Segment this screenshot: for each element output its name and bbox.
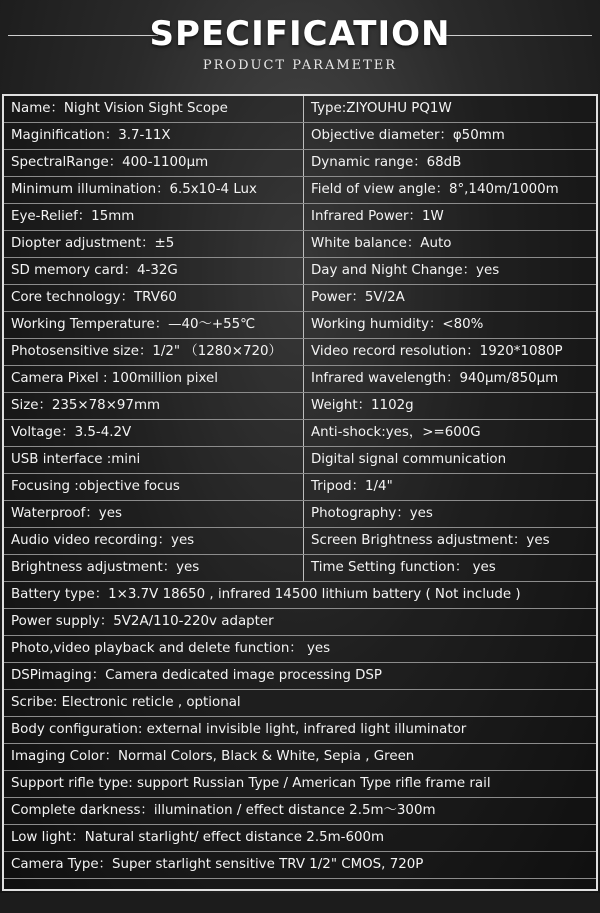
spec-cell-left: USB interface :mini [4, 447, 304, 473]
spec-cell-left: Maginification：3.7-11X [4, 123, 304, 149]
spec-table [2, 94, 598, 891]
spec-cell-right: Infrared Power：1W [311, 209, 444, 224]
spec-cell-full: Power supply：5V2A/110-220v adapter [11, 614, 274, 629]
spec-cell-left: Camera Pixel : 100million pixel [4, 366, 304, 392]
spec-row [4, 285, 596, 312]
spec-cell-right: White balance：Auto [311, 236, 452, 251]
spec-row [4, 150, 596, 177]
spec-cell-right: Infrared wavelength：940μm/850μm [311, 371, 559, 386]
spec-cell-full: Complete darkness：illumination / effect distance 2.5m～300m [11, 803, 436, 818]
header [0, 0, 600, 92]
spec-cell-full: Camera Type：Super starlight sensitive TRV 1/2" CMOS, 720P [11, 857, 424, 872]
spec-cell-right: Dynamic range：68dB [311, 155, 462, 170]
spec-cell-left: Name：Night Vision Sight Scope [4, 96, 304, 122]
spec-cell-left: Photosensitive size：1/2" （1280×720） [4, 339, 304, 365]
spec-cell-full: Low light：Natural starlight/ effect distance 2.5m-600m [11, 830, 385, 845]
spec-cell-right: Digital signal communication [311, 452, 507, 467]
spec-row [4, 501, 596, 528]
spec-cell-right: Objective diameter：φ50mm [311, 128, 505, 143]
spec-cell-right: Type:ZIYOUHU PQ1W [311, 101, 452, 116]
spec-row [4, 96, 596, 123]
spec-row [4, 231, 596, 258]
spec-row-full [4, 825, 596, 852]
spec-row-full [4, 798, 596, 825]
spec-cell-right: Video record resolution：1920*1080P [311, 344, 563, 359]
spec-cell-full: DSPimaging：Camera dedicated image processing DSP [11, 668, 383, 683]
spec-cell-full: Battery type：1×3.7V 18650 , infrared 14500 lithium battery ( Not include ) [11, 587, 521, 602]
spec-row [4, 555, 596, 582]
spec-row [4, 447, 596, 474]
spec-cell-right: Weight：1102g [311, 398, 414, 413]
spec-cell-right: Working humidity：<80% [311, 317, 484, 332]
spec-cell-left: Brightness adjustment：yes [4, 555, 304, 581]
spec-row-full [4, 690, 596, 717]
spec-cell-left: Audio video recording：yes [4, 528, 304, 554]
spec-cell-left: Core technology：TRV60 [4, 285, 304, 311]
spec-row [4, 474, 596, 501]
spec-cell-full: Body configuration: external invisible light, infrared light illuminator [11, 722, 467, 737]
spec-cell-left: Focusing :objective focus [4, 474, 304, 500]
spec-cell-left: Waterproof：yes [4, 501, 304, 527]
spec-cell-right: Field of view angle：8°,140m/1000m [311, 182, 559, 197]
spec-row [4, 339, 596, 366]
spec-row-full [4, 582, 596, 609]
spec-cell-left: Eye-Relief：15mm [4, 204, 304, 230]
spec-cell-full: Support rifle type: support Russian Type / American Type rifle frame rail [11, 776, 491, 791]
spec-cell-right: Screen Brightness adjustment：yes [311, 533, 550, 548]
spec-cell-right: Anti-shock:yes，>=600G [311, 425, 481, 440]
spec-row-full [4, 636, 596, 663]
page-subtitle: PRODUCT PARAMETER [202, 58, 398, 73]
spec-row-full [4, 744, 596, 771]
spec-row [4, 123, 596, 150]
spec-cell-left: SpectralRange：400-1100μm [4, 150, 304, 176]
spec-cell-full: Scribe: Electronic reticle , optional [11, 695, 241, 710]
spec-row-full [4, 771, 596, 798]
spec-row-full [4, 609, 596, 636]
page-title: SPECIFICATION [149, 14, 451, 54]
spec-row [4, 366, 596, 393]
spec-row-full [4, 663, 596, 690]
spec-cell-left: SD memory card：4-32G [4, 258, 304, 284]
spec-row [4, 177, 596, 204]
spec-row [4, 420, 596, 447]
spec-row-full [4, 717, 596, 744]
spec-cell-right: Tripod：1/4" [311, 479, 393, 494]
spec-row [4, 312, 596, 339]
spec-cell-full: Imaging Color：Normal Colors, Black & White, Sepia , Green [11, 749, 415, 764]
spec-cell-right: Photography：yes [311, 506, 433, 521]
spec-cell-left: Working Temperature：—40～+55℃ [4, 312, 304, 338]
spec-cell-left: Diopter adjustment：±5 [4, 231, 304, 257]
spec-cell-full: Photo,video playback and delete function： yes [11, 641, 331, 656]
spec-row [4, 204, 596, 231]
spec-cell-right: Time Setting function： yes [311, 560, 496, 575]
spec-row-full [4, 852, 596, 879]
footer-strip [0, 893, 600, 913]
spec-cell-left: Size：235×78×97mm [4, 393, 304, 419]
spec-cell-left: Minimum illumination：6.5x10-4 Lux [4, 177, 304, 203]
spec-row [4, 528, 596, 555]
spec-cell-left: Voltage：3.5-4.2V [4, 420, 304, 446]
spec-cell-right: Power：5V/2A [311, 290, 405, 305]
spec-cell-right: Day and Night Change：yes [311, 263, 500, 278]
spec-row [4, 258, 596, 285]
spec-row [4, 393, 596, 420]
